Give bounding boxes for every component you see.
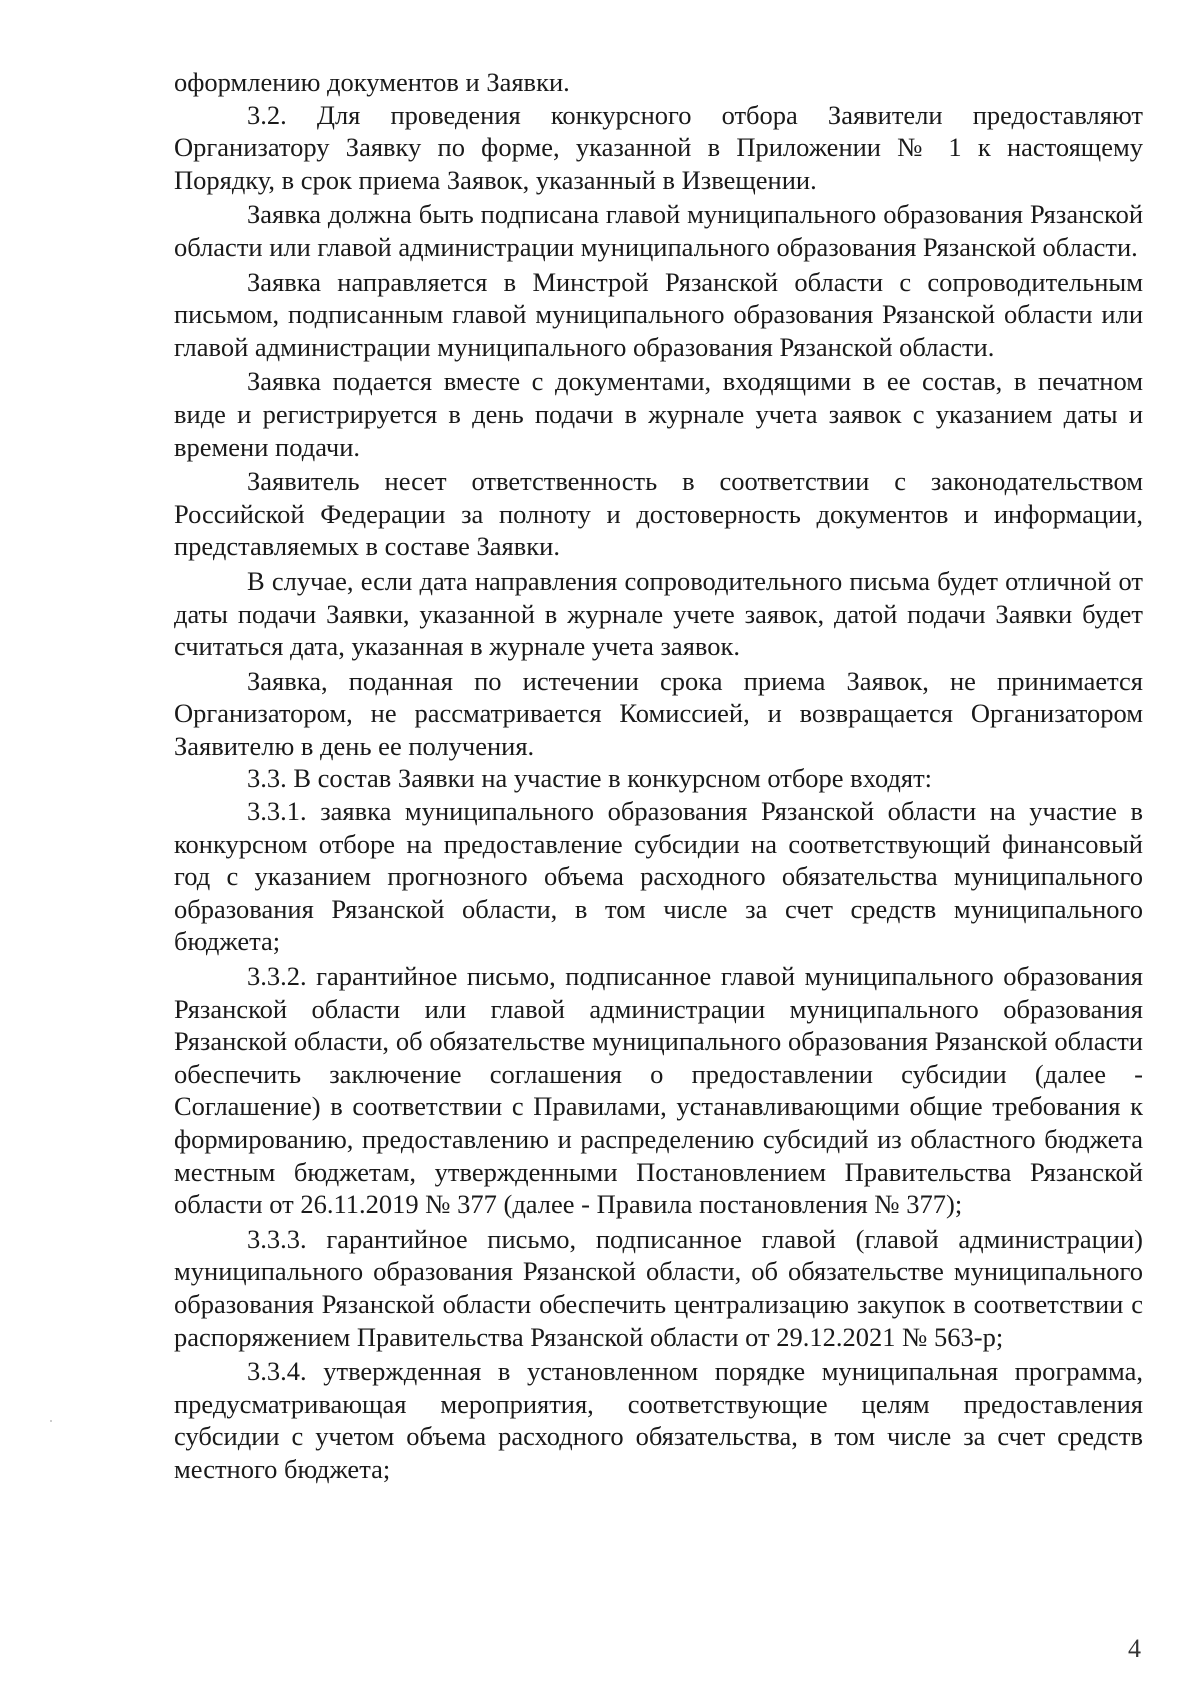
paragraph-signature: Заявка должна быть подписана главой муниципального образования Рязанской области или главой администрации муниципального образования Рязанской области. [174,199,1143,262]
paragraph-continuation: оформлению документов и Заявки. [174,67,570,97]
page-number: 4 [1128,1634,1141,1663]
paragraph-3-3-3: 3.3.3. гарантийное письмо, подписанное главой (главой администрации) муниципального образования Рязанской области, об обязательстве муниципального образования Рязанской области обеспечить централизацию закупок в соответствии с распоряжением Правительства Рязанской области от 29.12.2021 № 563-р; [174,1223,1143,1352]
paragraph-date: В случае, если дата направления сопроводительного письма будет отличной от даты подачи Заявки, указанной в журнале учете заявок, датой подачи Заявки будет считаться дата, указанная в журнале учета заявок. [174,565,1143,662]
paragraph-submission: Заявка подается вместе с документами, входящими в ее состав, в печатном виде и регистрируется в день подачи в журнале учета заявок с указанием даты и времени подачи. [174,366,1143,462]
paragraph-3-2: 3.2. Для проведения конкурсного отбора Заявители предоставляют Организатору Заявку по форме, указанной в Приложении № 1 к настоящему Порядку, в срок приема Заявок, указанный в Извещении. [174,99,1143,195]
paragraph-responsibility: Заявитель несет ответственность в соответствии с законодательством Российской Федерации за полноту и достоверность документов и информации, представляемых в составе Заявки. [174,466,1143,562]
paragraph-3-3-1: 3.3.1. заявка муниципального образования Рязанской области на участие в конкурсном отборе на предоставление субсидии на соответствующий финансовый год с указанием прогнозного объема расходного обязательства муниципального образования Рязанской области, в том числе за счет средств муниципального бюджета; [174,796,1143,957]
body-text [174,66,1143,1486]
paragraph-late: Заявка, поданная по истечении срока приема Заявок, не принимается Организатором, не рассматривается Комиссией, и возвращается Организатором Заявителю в день ее получения. [174,665,1143,761]
paragraph-3-3-4: 3.3.4. утвержденная в установленном порядке муниципальная программа, предусматривающая мероприятия, соответствующие целям предоставления субсидии с учетом объема расходного обязательства, в том числе за счет средств местного бюджета; [174,1356,1143,1484]
scan-speck [50,1420,52,1422]
paragraph-3-3-2: 3.3.2. гарантийное письмо, подписанное главой муниципального образования Рязанской области или главой администрации муниципального образования Рязанской области, об обязательстве муниципального образования Рязанской области обеспечить заключение соглашения о предоставлении субсидии (далее - Соглашение) в соответствии с Правилами, устанавливающими общие требования к формированию, предоставлению и распределению субсидий из областного бюджета местным бюджетам, утвержденными Постановлением Правительства Рязанской области от 26.11.2019 № 377 (далее - Правила постановления № 377); [174,961,1143,1220]
paragraph-3-3: 3.3. В состав Заявки на участие в конкурсном отборе входят: [247,763,933,794]
paragraph-cover-letter: Заявка направляется в Минстрой Рязанской области с сопроводительным письмом, подписанным главой муниципального образования Рязанской области или главой администрации муниципального образования Рязанской области. [174,266,1143,362]
